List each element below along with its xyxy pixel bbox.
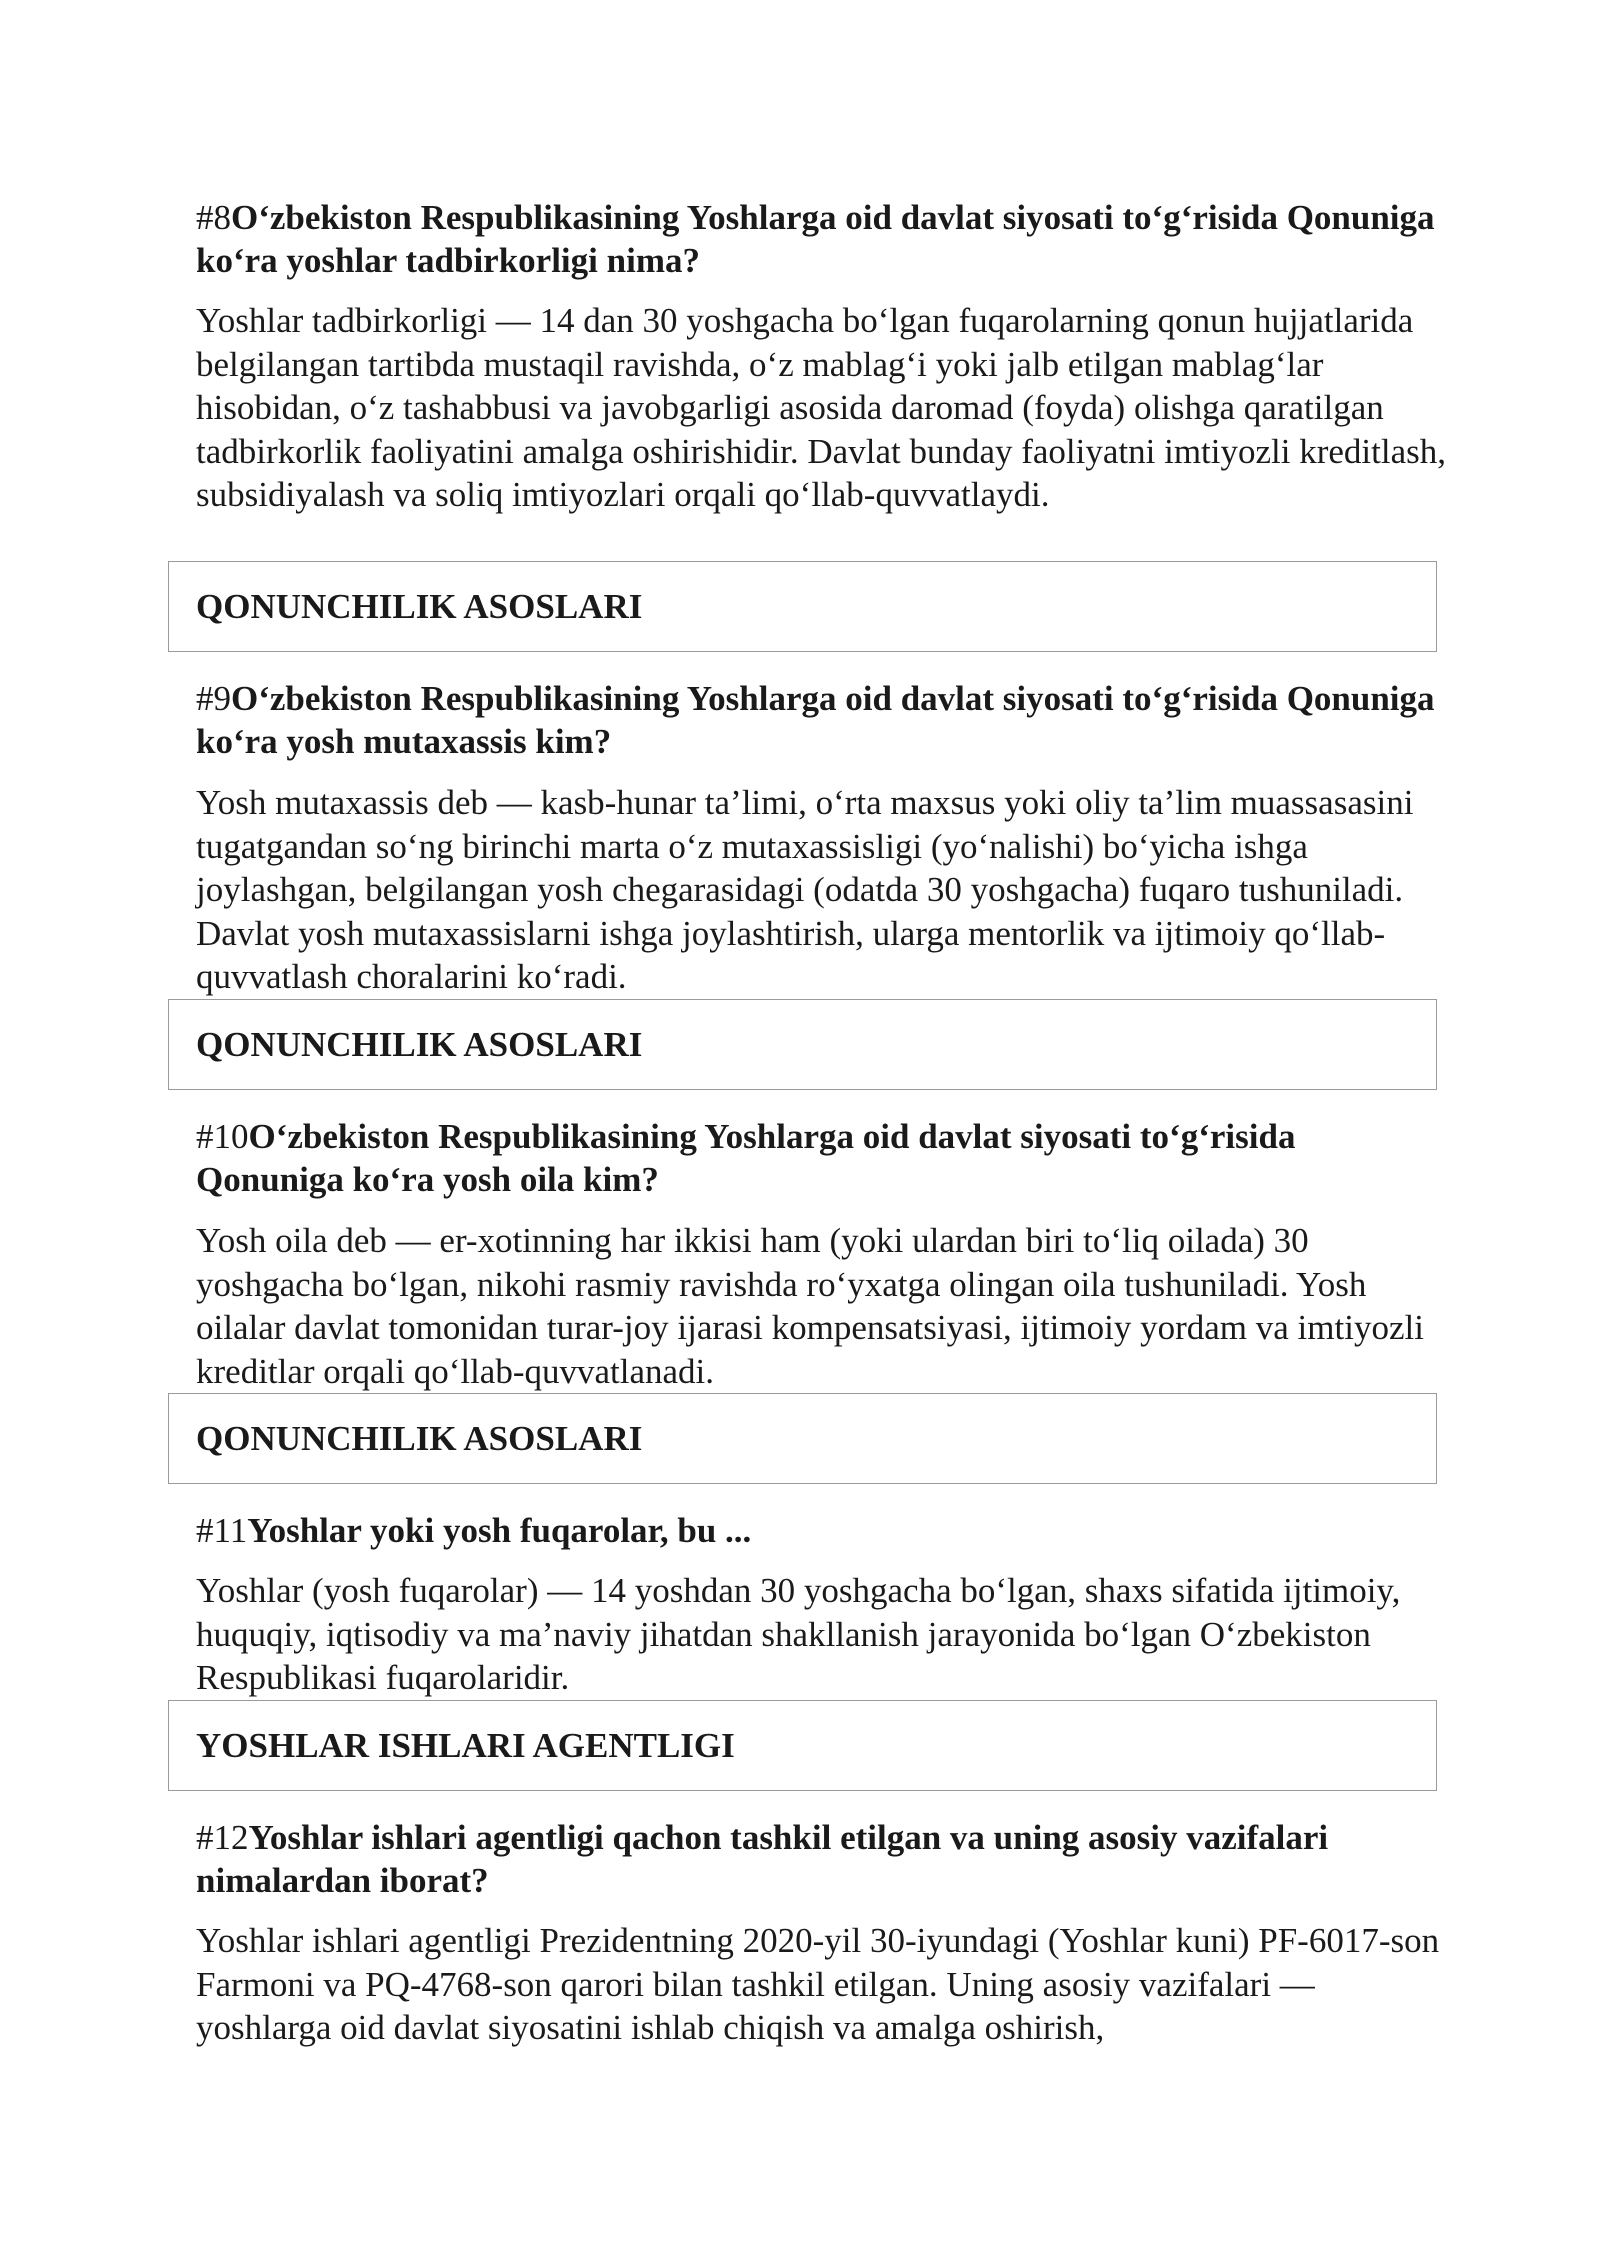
answer-text: Yosh oila deb — er-xotinning har ikkisi ham (yoki ulardan biri to‘liq oilada) 30 yoshgacha bo‘lgan, nikohi rasmiy ravishda ro‘yxatga olingan oila tushuniladi. Yosh oilalar davlat tomonidan turar-joy ijarasi kompensatsiyasi, ijtimoiy yordam va imtiyozli kreditlar orqali qo‘llab-quvvatlanadi. bbox=[196, 1221, 1424, 1391]
section-title: QONUNCHILIK ASOSLARI bbox=[196, 1419, 643, 1458]
section-box bbox=[168, 1700, 1437, 1791]
answer-text: Yosh mutaxassis deb — kasb-hunar ta’limi, o‘rta maxsus yoki oliy ta’lim muassasasini tugatgandan so‘ng birinchi marta o‘z mutaxassisligi (yo‘nalishi) bo‘yicha ishga joylashgan, belgilangan yosh chegarasidagi (odatda 30 yoshgacha) fuqaro tushuniladi. Davlat yosh mutaxassislarni ishga joylashtirish, ularga mentorlik va ijtimoiy qo‘llab-quvvatlash choralarini ko‘radi. bbox=[196, 783, 1414, 996]
question-number: #11 bbox=[196, 1511, 248, 1550]
question-heading bbox=[196, 1509, 1446, 1552]
section-title: QONUNCHILIK ASOSLARI bbox=[196, 1025, 643, 1064]
answer-text: Yoshlar tadbirkorligi — 14 dan 30 yoshgacha bo‘lgan fuqarolarning qonun hujjatlarida belgilangan tartibda mustaqil ravishda, o‘z mablag‘i yoki jalb etilgan mablag‘lar hisobidan, o‘z tashabbusi va javobgarligi asosida daromad (foyda) olishga qaratilgan tadbirkorlik faoliyatini amalga oshirishidir. Davlat bunday faoliyatni imtiyozli kreditlash, subsidiyalash va soliq imtiyozlari orqali qo‘llab-quvvatlaydi. bbox=[196, 301, 1447, 514]
answer-text: Yoshlar (yosh fuqarolar) — 14 yoshdan 30 yoshgacha bo‘lgan, shaxs sifatida ijtimoiy, huquqiy, iqtisodiy va ma’naviy jihatdan shakllanish jarayonida bo‘lgan O‘zbekiston Respublikasi fuqarolaridir. bbox=[196, 1571, 1401, 1697]
question-text: O‘zbekiston Respublikasining Yoshlarga oid davlat siyosati to‘g‘risida Qonuniga ko‘ra yosh oila kim? bbox=[196, 1117, 1296, 1199]
question-number: #10 bbox=[196, 1117, 249, 1156]
section-box bbox=[168, 999, 1437, 1090]
question-heading bbox=[196, 677, 1446, 763]
question-number: #9 bbox=[196, 679, 231, 718]
question-number: #12 bbox=[196, 1818, 249, 1857]
section-box bbox=[168, 561, 1437, 652]
question-heading bbox=[196, 1115, 1446, 1201]
question-text: O‘zbekiston Respublikasining Yoshlarga oid davlat siyosati to‘g‘risida Qonuniga ko‘ra yoshlar tadbirkorligi nima? bbox=[196, 198, 1435, 280]
question-heading bbox=[196, 196, 1446, 282]
section-box bbox=[168, 1393, 1437, 1484]
question-number: #8 bbox=[196, 198, 231, 237]
section-title: YOSHLAR ISHLARI AGENTLIGI bbox=[196, 1726, 735, 1765]
question-heading bbox=[196, 1816, 1446, 1902]
question-text: Yoshlar ishlari agentligi qachon tashkil etilgan va uning asosiy vazifalari nimalardan iborat? bbox=[196, 1818, 1329, 1900]
question-text: O‘zbekiston Respublikasining Yoshlarga oid davlat siyosati to‘g‘risida Qonuniga ko‘ra yosh mutaxassis kim? bbox=[196, 679, 1435, 761]
section-title: QONUNCHILIK ASOSLARI bbox=[196, 587, 643, 626]
answer-text: Yoshlar ishlari agentligi Prezidentning 2020-yil 30-iyundagi (Yoshlar kuni) PF-6017-son Farmoni va PQ-4768-son qarori bilan tashkil etilgan. Uning asosiy vazifalari — yoshlarga oid davlat siyosatini ishlab chiqish va amalga oshirish, bbox=[196, 1921, 1440, 2047]
question-text: Yoshlar yoki yosh fuqarolar, bu ... bbox=[247, 1511, 752, 1550]
